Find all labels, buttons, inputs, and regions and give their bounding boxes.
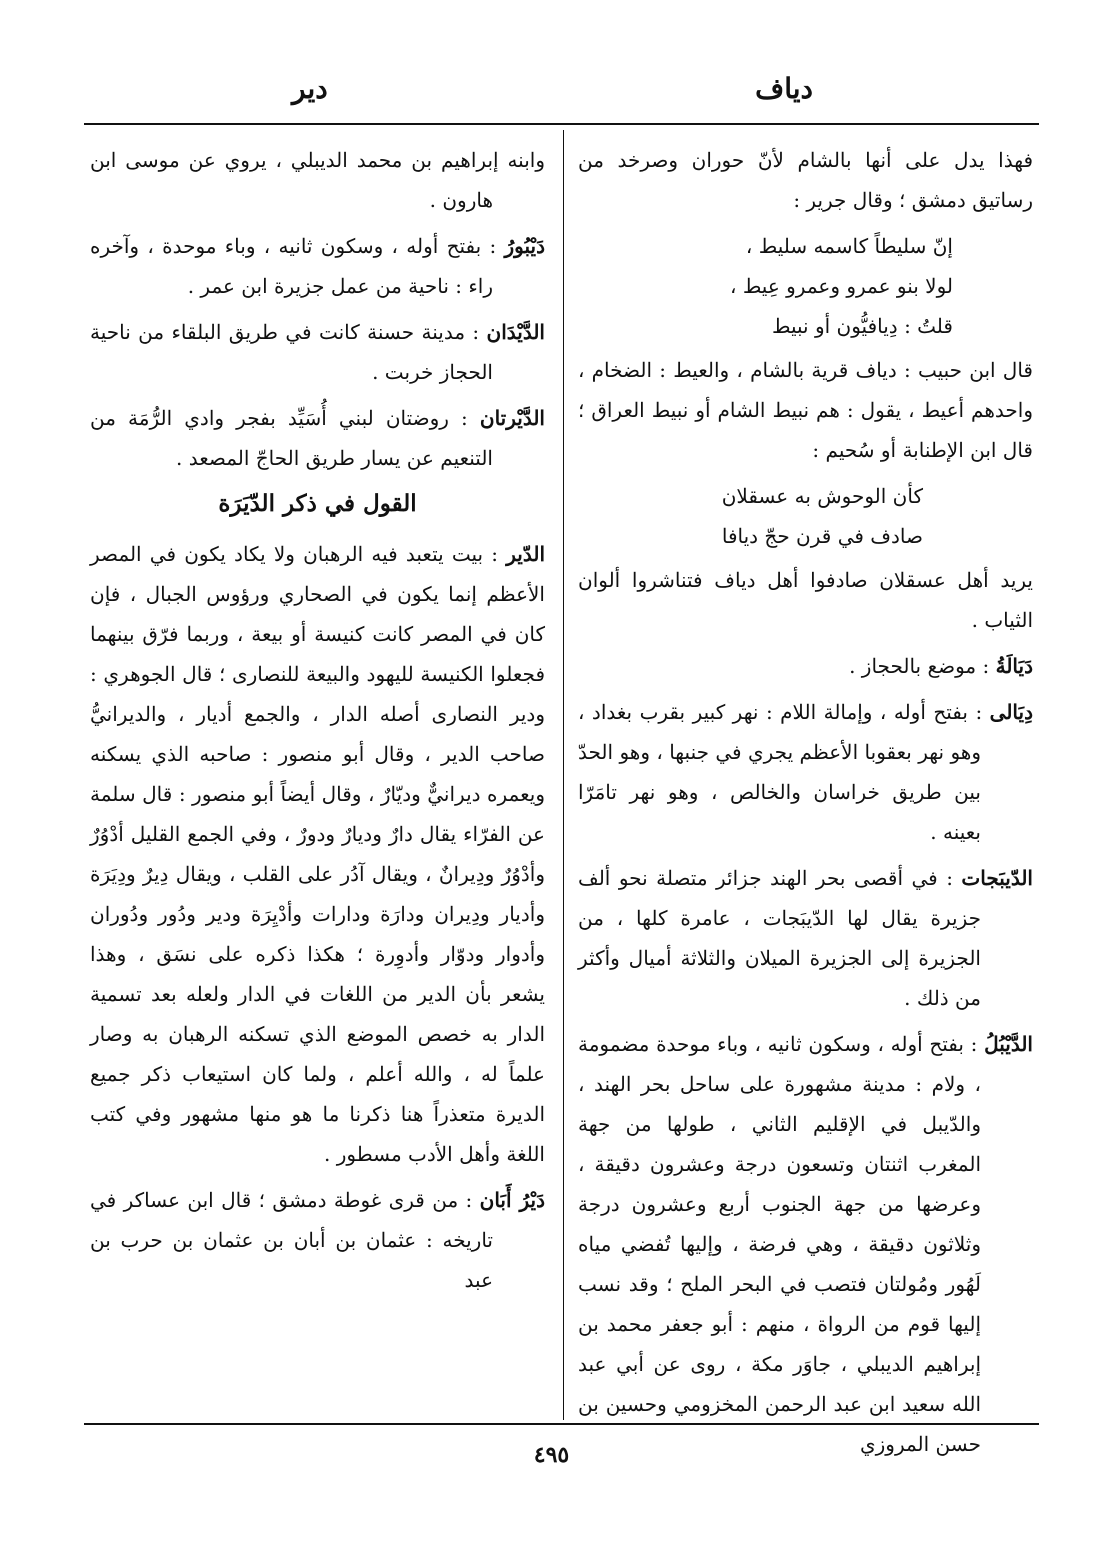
entry-daybur xyxy=(90,226,545,306)
entry-headword: الدَّيْرتان xyxy=(479,406,545,430)
entry-dayala xyxy=(578,646,1033,686)
entry-text: : موضع بالحجاز . xyxy=(849,654,996,678)
column-divider xyxy=(563,130,564,1420)
running-head xyxy=(0,72,1103,112)
header-rule xyxy=(84,123,1039,125)
verse-line: قلتُ : دِيافيُّون أو نبيط xyxy=(771,314,953,338)
entry-daybul xyxy=(578,1024,1033,1464)
page-number: ٤٩٥ xyxy=(533,1442,570,1468)
right-column xyxy=(578,140,1033,1456)
verse-ibn-itnaba xyxy=(578,476,1033,556)
verse-line: صادف في قرن حجّ ديافا xyxy=(721,524,923,548)
entry-headword: الدَّيْبُلُ xyxy=(984,1032,1033,1056)
entry-text: : بفتح أوله ، وسكون ثانيه ، وباء موحدة ، وآخره راء : ناحية من عمل جزيرة ابن عمر . xyxy=(90,234,505,298)
entry-headword: دَيْبُورُ xyxy=(504,234,545,258)
entry-headword: الدّير xyxy=(506,542,545,566)
entry-headword: الدّيبَجات xyxy=(961,866,1033,890)
entry-headword: دَيَالَةُ xyxy=(995,654,1033,678)
entry-dayr-aban xyxy=(90,1180,545,1300)
footer-rule xyxy=(84,1423,1039,1425)
verse-line: إنّ سليطاً كاسمه سليط ، xyxy=(745,234,953,258)
entry-text: : بفتح أوله ، وإمالة اللام : نهر كبير بقرب بغداد ، وهو نهر بعقوبا الأعظم يجري في جنبها ، وهو الحدّ بين طريق خراسان والخالص ، وهو نهر تامَرّا بعينه . xyxy=(578,700,990,844)
entry-text: : مدينة حسنة كانت في طريق البلقاء من ناحية الحجاز خربت . xyxy=(90,320,493,384)
running-head-right: دياف xyxy=(755,72,813,105)
continuation-paragraph: وابنه إبراهيم بن محمد الديبلي ، يروي عن موسى ابن هارون . xyxy=(90,148,545,212)
entry-text: : روضتان لبني أُسَيِّد بفجر وادي الرُّمَة من التنعيم عن يسار طريق الحاجّ المصعد . xyxy=(90,406,493,470)
left-column xyxy=(90,140,545,1415)
entry-daydan xyxy=(90,312,545,392)
entry-dibajat xyxy=(578,858,1033,1018)
commentary-paragraph: يريد أهل عسقلان صادفوا أهل دياف فتناشروا ألوان الثياب . xyxy=(578,568,1033,632)
ibn-habib-paragraph: قال ابن حبيب : دياف قرية بالشام ، والعيط : الضخام ، واحدهم أعيط ، يقول : هم نبيط الشام أو نبيط العراق ؛ قال ابن الإطنابة أو سُحيم : xyxy=(578,358,1033,462)
section-title: القول في ذكر الدّيَرَة xyxy=(218,490,417,517)
entry-text: : في أقصى بحر الهند جزائر متصلة نحو ألف جزيرة يقال لها الدّيبَجات ، عامرة كلها ، من الجزيرة إلى الجزيرة الميلان والثلاثة أميال وأكثر من ذلك . xyxy=(578,866,981,1010)
intro-paragraph: فهذا يدل على أنها بالشام لأنّ حوران وصرخد من رساتيق دمشق ؛ وقال جرير : xyxy=(578,148,1033,212)
entry-text: : بيت يتعبد فيه الرهبان ولا يكاد يكون في المصر الأعظم إنما يكون في الصحاري ورؤوس الجبال ، فإن كان في المصر كانت كنيسة أو بيعة ، وربما فرّق بينهما فجعلوا الكنيسة لليهود والبيعة للنصارى ؛ قال الجوهري : ودير النصارى أصله الدار ، والجمع أديار ، والديرانيُّ صاحب الدير ، وقال أبو منصور : صاحبه الذي يسكنه ويعمره ديرانيٌّ وديّارٌ ، وقال أيضاً أبو منصور : قال سلمة عن الفرّاء يقال دارٌ وديارٌ ودورٌ ، وفي الجمع القليل أدْوُرٌ وأدْوُرٌ ودِيرانٌ ، ويقال آدُر على القلب ، ويقال دِيرٌ ودِيَرَة وأديار ودِيران ودارَة ودارات وأدْيِرَة ودير ودُور ودُوران وأدوار ودوّار وأدوِرة ؛ هكذا ذكره على نسَق ، وهذا يشعر بأن الدير من اللغات في الدار ولعله بعد تسمية الدار به خصص الموضع الذي تسكنه الرهبان به وصار علماً له ، والله أعلم ، ولما كان استيعاب ذكر جميع الديرة متعذراً هنا ذكرنا ما هو منها مشهور وفي كتب اللغة وأهل الأدب مسطور . xyxy=(90,542,545,1166)
entry-dayr xyxy=(90,534,545,1174)
entry-text: : بفتح أوله ، وسكون ثانيه ، وباء موحدة مضمومة ، ولام : مدينة مشهورة على ساحل بحر الهند ، والدّيبل في الإقليم الثاني ، طولها من جهة المغرب اثنتان وتسعون درجة وعشرون دقيقة ، وعرضها من جهة الجنوب أربع وعشرون درجة وثلاثون دقيقة ، وهي فرضة ، وإليها تُفضي مياه لَهُور ومُولتان فتصب في البحر الملح ؛ وقد نسب إليها قوم من الرواة ، منهم : أبو جعفر محمد بن إبراهيم الديبلي ، جاوَر مكة ، روى عن أبي عبد الله سعيد ابن عبد الرحمن المخزومي وحسين بن حسن المروزي xyxy=(578,1032,985,1456)
running-head-left: دير xyxy=(292,72,328,105)
verse-jarir xyxy=(578,226,1033,346)
verse-line: لولا بنو عمرو وعمرو عِيط ، xyxy=(730,274,953,298)
entry-dayrtan xyxy=(90,398,545,478)
entry-headword: دِيَالى xyxy=(989,700,1033,724)
entry-diyala xyxy=(578,692,1033,852)
verse-line: كأن الوحوش به عسقلان xyxy=(721,484,923,508)
entry-headword: دَيْرُ أَبَان xyxy=(479,1188,545,1212)
entry-headword: الدَّيْدَان xyxy=(486,320,545,344)
entry-text: : من قرى غوطة دمشق ؛ قال ابن عساكر في تاريخه : عثمان بن أبان بن عثمان بن حرب بن عبد xyxy=(90,1188,493,1292)
